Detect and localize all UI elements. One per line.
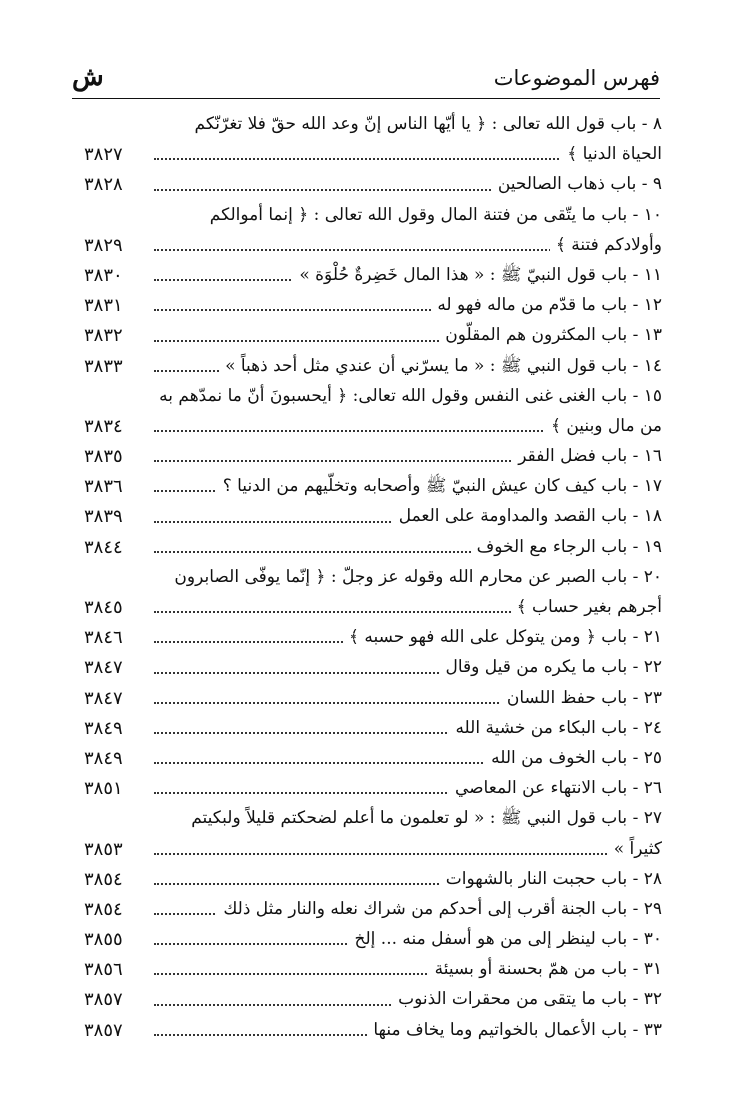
toc-line <box>84 411 662 441</box>
table-of-contents <box>84 109 662 1045</box>
toc-line <box>84 773 662 803</box>
toc-entry-title: ١٠ - باب ما يتّقى من فتنة المال وقول الله تعالى : ﴿ إنما أموالكم <box>209 204 662 225</box>
toc-entry-title: كثيراً » <box>608 839 662 859</box>
toc-entry-title: ٢١ - باب ﴿ ومن يتوكل على الله فهو حسبه ﴾ <box>343 627 662 647</box>
toc-entry-text <box>154 774 662 802</box>
toc-line <box>84 864 662 894</box>
page-letter: ش <box>72 62 104 92</box>
toc-entry-title: ٣٠ - باب لينظر إلى من هو أسفل منه ... إلخ <box>349 929 662 949</box>
toc-entry-title: ٢٤ - باب البكاء من خشية الله <box>449 718 662 738</box>
toc-line <box>84 109 662 139</box>
toc-entry-text <box>154 804 662 832</box>
toc-entry-title: ٩ - باب ذهاب الصالحين <box>492 174 662 194</box>
toc-entry-text <box>154 291 662 319</box>
toc-entry-text <box>154 533 662 561</box>
toc-entry-title: ٢٦ - باب الانتهاء عن المعاصي <box>449 778 662 798</box>
toc-line <box>84 683 662 713</box>
toc-entry-title: ٣٣ - باب الأعمال بالخواتيم وما يخاف منها <box>367 1020 662 1040</box>
toc-entry-text <box>154 321 662 349</box>
toc-line <box>84 200 662 230</box>
toc-entry-title: ١٤ - باب قول النبي ﷺ : « ما يسرّني أن عندي مثل أحد ذهباً » <box>219 356 662 376</box>
toc-line <box>84 713 662 743</box>
toc-line <box>84 471 662 501</box>
dot-leader <box>154 853 662 855</box>
toc-line <box>84 954 662 984</box>
toc-entry-title: الحياة الدنيا ﴾ <box>561 144 662 164</box>
toc-entry-text <box>154 261 662 289</box>
page-title: فهرس الموضوعات <box>493 66 660 90</box>
toc-entry-text <box>154 895 662 923</box>
toc-line <box>84 501 662 531</box>
toc-entry-title: ٢٢ - باب ما يكره من قيل وقال <box>440 657 663 677</box>
toc-page-number: ٣٨٥٦ <box>84 959 123 981</box>
toc-entry-text <box>154 201 662 229</box>
toc-line <box>84 894 662 924</box>
toc-entry-text <box>154 412 662 440</box>
toc-page-number: ٣٨٣٣ <box>84 355 123 377</box>
toc-page-number: ٣٨٥٧ <box>84 1019 123 1041</box>
toc-entry-text <box>154 955 662 983</box>
toc-line <box>84 834 662 864</box>
toc-line <box>84 562 662 592</box>
toc-entry-text <box>154 563 662 591</box>
toc-page-number: ٣٨٤٩ <box>84 717 123 739</box>
toc-page-number: ٣٨٤٧ <box>84 687 123 709</box>
toc-page-number: ٣٨٥٤ <box>84 868 123 890</box>
toc-page-number: ٣٨٢٩ <box>84 234 123 256</box>
toc-entry-title: من مال وبنين ﴾ <box>545 416 662 436</box>
toc-page-number: ٣٨٥٤ <box>84 898 123 920</box>
toc-page-number: ٣٨٣١ <box>84 295 123 317</box>
toc-line <box>84 260 662 290</box>
toc-entry-title: ٢٥ - باب الخوف من الله <box>485 748 662 768</box>
toc-entry-title: أجرهم بغير حساب ﴾ <box>511 597 662 617</box>
toc-page-number: ٣٨٤٤ <box>84 536 123 558</box>
toc-page-number: ٣٨٣٢ <box>84 325 123 347</box>
toc-line <box>84 592 662 622</box>
toc-entry-text <box>154 442 662 470</box>
toc-entry-title: ٢٧ - باب قول النبي ﷺ : « لو تعلمون ما أعلم لضحكتم قليلاً ولبكيتم <box>191 808 662 829</box>
toc-entry-text <box>154 231 662 259</box>
running-header <box>72 58 660 99</box>
toc-entry-title: وأولادكم فتنة ﴾ <box>550 235 662 255</box>
toc-line <box>84 532 662 562</box>
toc-page-number: ٣٨٣٩ <box>84 506 123 528</box>
toc-line <box>84 924 662 954</box>
toc-entry-title: ٣٢ - باب ما يتقى من محقرات الذنوب <box>392 989 662 1009</box>
toc-entry-text <box>154 502 662 530</box>
toc-page-number: ٣٨٥٥ <box>84 929 123 951</box>
toc-line <box>84 230 662 260</box>
toc-entry-text <box>154 472 662 500</box>
toc-page-number: ٣٨٥٣ <box>84 838 123 860</box>
toc-entry-title: ٢٩ - باب الجنة أقرب إلى أحدكم من شراك نعله والنار مثل ذلك <box>217 899 662 919</box>
toc-entry-title: ١٩ - باب الرجاء مع الخوف <box>471 537 662 557</box>
toc-entry-text <box>154 593 662 621</box>
toc-page-number: ٣٨٤٥ <box>84 597 123 618</box>
toc-line <box>84 320 662 350</box>
toc-entry-text <box>154 382 662 410</box>
toc-entry-text <box>154 684 662 712</box>
toc-page-number: ٣٨٢٧ <box>84 144 123 166</box>
toc-line <box>84 169 662 199</box>
toc-line <box>84 743 662 773</box>
toc-page-number: ٣٨٥١ <box>84 778 123 800</box>
toc-line <box>84 290 662 320</box>
toc-entry-text <box>154 985 662 1013</box>
toc-entry-title: ١٧ - باب كيف كان عيش النبيّ ﷺ وأصحابه وتخلّيهم من الدنيا ؟ <box>217 476 662 496</box>
toc-entry-text <box>154 744 662 772</box>
toc-page-number: ٣٨٢٨ <box>84 174 123 196</box>
toc-line <box>84 351 662 381</box>
toc-entry-title: ١١ - باب قول النبيّ ﷺ : « هذا المال خَضِرةٌ حُلْوَة » <box>293 265 662 285</box>
toc-entry-text <box>154 925 662 953</box>
toc-page-number: ٣٨٤٧ <box>84 657 123 679</box>
toc-entry-title: ٢٨ - باب حجبت النار بالشهوات <box>440 869 662 889</box>
toc-entry-title: ٣١ - باب من همّ بحسنة أو بسيئة <box>429 959 662 979</box>
toc-entry-text <box>154 1016 662 1044</box>
toc-entry-title: ٨ - باب قول الله تعالى : ﴿ يا أيّها الناس إنّ وعد الله حقّ فلا تغرّنّكم <box>194 114 662 134</box>
toc-entry-title: ١٨ - باب القصد والمداومة على العمل <box>393 506 662 526</box>
toc-line <box>84 622 662 652</box>
toc-page-number: ٣٨٣٦ <box>84 476 123 498</box>
toc-line <box>84 381 662 411</box>
toc-entry-text <box>154 110 662 138</box>
toc-page-number: ٣٨٥٧ <box>84 989 123 1011</box>
toc-entry-text <box>154 140 662 168</box>
toc-page-number: ٣٨٤٦ <box>84 627 123 649</box>
toc-line <box>84 139 662 169</box>
toc-page-number: ٣٨٣٤ <box>84 415 123 437</box>
toc-entry-title: ١٣ - باب المكثرون هم المقلّون <box>439 325 662 345</box>
toc-entry-title: ١٦ - باب فضل الفقر <box>512 446 662 466</box>
toc-line <box>84 984 662 1014</box>
toc-line <box>84 1015 662 1045</box>
toc-entry-text <box>154 623 662 651</box>
toc-entry-text <box>154 352 662 380</box>
toc-entry-text <box>154 865 662 893</box>
toc-entry-text <box>154 714 662 742</box>
toc-entry-text <box>154 653 662 681</box>
toc-line <box>84 652 662 682</box>
toc-page-number: ٣٨٣٥ <box>84 446 123 468</box>
toc-line <box>84 803 662 833</box>
toc-line <box>84 441 662 471</box>
toc-entry-title: ١٥ - باب الغنى غنى النفس وقول الله تعالى: ﴿ أيحسبونَ أنّ ما نمدّهم به <box>159 385 662 406</box>
toc-entry-text <box>154 835 662 863</box>
toc-entry-title: ١٢ - باب ما قدّم من ماله فهو له <box>431 295 662 315</box>
toc-page-number: ٣٨٤٩ <box>84 747 123 769</box>
toc-entry-title: ٢٣ - باب حفظ اللسان <box>501 688 662 708</box>
toc-entry-title: ٢٠ - باب الصبر عن محارم الله وقوله عز وجلّ : ﴿ إنّما يوفّى الصابرون <box>174 566 662 587</box>
toc-entry-text <box>154 170 662 198</box>
toc-page-number: ٣٨٣٠ <box>84 264 123 286</box>
